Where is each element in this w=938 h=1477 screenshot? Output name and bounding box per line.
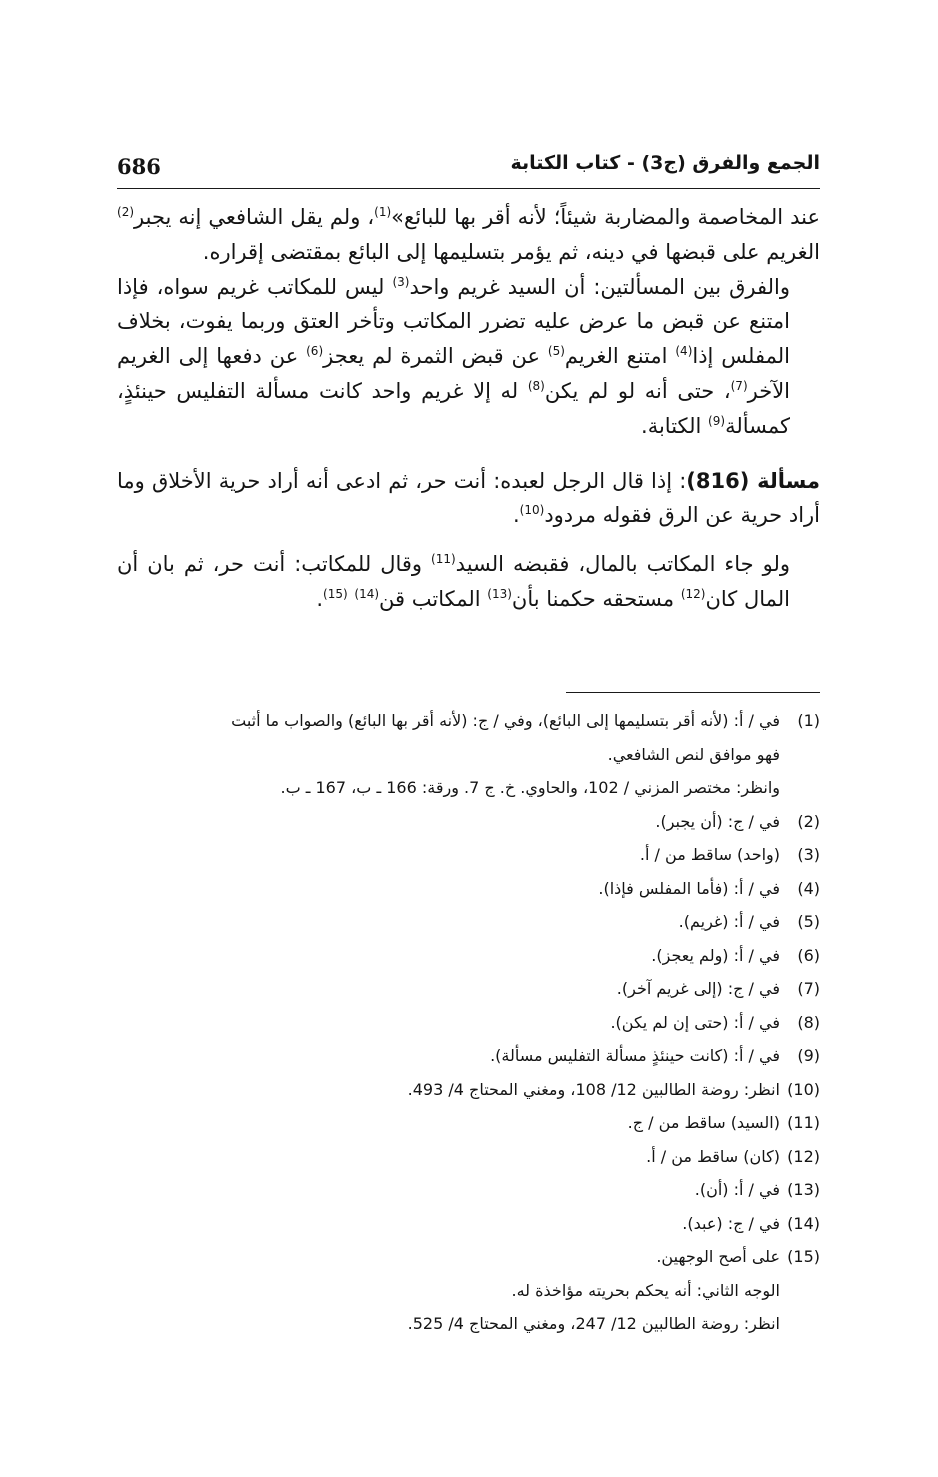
footnote: [117, 838, 820, 872]
footnote: [117, 1173, 820, 1207]
footnote: [117, 972, 820, 1006]
footnote-text: في / أ: (لأنه أقر بتسليمها إلى البائع)، وفي / ج: (لأنه أقر بها البائع) والصواب ما أثبت: [231, 711, 780, 730]
footnote-ref: (12): [680, 586, 706, 601]
footnote-number: (3): [797, 845, 820, 864]
footnote-number: (12): [787, 1146, 820, 1166]
footnote: [117, 1106, 820, 1140]
footnote-ref: (7): [730, 378, 748, 393]
paragraph-4: ولو جاء المكاتب بالمال، فقبضه السيد$^{(11)}$ وقال للمكاتب: أنت حر، ثم بان أن المال كان$^{(12)}$ مستحقه حكمنا بأن$^{(13)}$ المكاتب قن$^{(14)}$ $^{(15)}$.: [117, 552, 790, 611]
footnote-text: انظر: روضة الطالبين 12/ 247، ومغني المحتاج 4/ 525.: [407, 1314, 780, 1333]
footnote-number: (4): [797, 878, 820, 898]
footnote: [117, 939, 820, 973]
issue-label: مسألة (816): [686, 468, 820, 493]
page-header: [117, 152, 820, 186]
footnote-text: على أصح الوجهين.: [656, 1247, 780, 1266]
footnote-number: (5): [797, 912, 820, 931]
footnote-number: (1): [797, 711, 820, 730]
footnote: [117, 1006, 820, 1040]
footnote-ref: (11): [431, 552, 456, 567]
footnote-number: (13): [787, 1180, 820, 1199]
footnote-ref: (6): [306, 344, 324, 359]
issue-816-paragraph: مسألة (816): إذا قال الرجل لعبده: أنت حر، ثم ادعى أنه أراد حرية الأخلاق وما أراد حرية عن الرق فقوله مردود$^{(10)}$.: [117, 468, 820, 528]
paragraph-1: عند المخاصمة والمضاربة شيئاً؛ لأنه أقر بها للبائع»$^{(1)}$، ولم يقل الشافعي إنه يجبر$^{(2)}$ الغريم على قبضها في دينه، ثم يؤمر بتسليمها إلى البائع بمقتضى إقراره.: [117, 205, 820, 264]
footnote-rule: [566, 692, 820, 693]
footnote: [117, 1207, 820, 1241]
footnote-number: (6): [797, 945, 820, 965]
footnote-ref: (2): [117, 205, 135, 219]
footnote-number: (9): [797, 1046, 820, 1065]
footnote-text: في / أ: (ولم يعجز).: [651, 945, 780, 965]
footnote-number: (10): [787, 1079, 820, 1099]
footnote: [117, 1140, 820, 1174]
footnote: [117, 1240, 820, 1341]
footnotes: [117, 704, 820, 1341]
footnote-ref: (14): [354, 586, 380, 601]
footnote: [117, 1073, 820, 1107]
footnote-ref: (4): [675, 344, 693, 359]
footnote-number: (15): [787, 1247, 820, 1266]
footnote-text: الوجه الثاني: أنه يحكم بحريته مؤاخذة له.: [511, 1280, 780, 1300]
footnote-number: (14): [787, 1213, 820, 1233]
footnote-text: انظر: روضة الطالبين 12/ 108، ومغني المحتاج 4/ 493.: [407, 1079, 780, 1099]
footnote-number: (7): [797, 979, 820, 998]
footnote-text: في / أ: (غريم).: [678, 912, 780, 931]
footnote-text: في / أ: (كانت حينئذٍ مسألة التفليس مسألة).: [490, 1046, 780, 1065]
footnote-number: (2): [797, 811, 820, 831]
footnote: [117, 905, 820, 939]
footnote-ref: (5): [547, 344, 565, 359]
footnote-text: وانظر: مختصر المزني / 102، والحاوي. خ. ج 7. ورقة: 166 ـ ب، 167 ـ ب.: [280, 778, 780, 797]
footnote-ref: (9): [708, 413, 726, 428]
footnote: [117, 872, 820, 906]
footnote-text: في / أ: (فأما المفلس فإذا).: [598, 878, 780, 898]
footnote-ref: (1): [374, 205, 392, 219]
footnote-text: في / ج: (أن يجبر).: [655, 811, 780, 831]
running-title: الجمع والفرق (ج3) - كتاب الكتابة: [510, 152, 820, 174]
footnote-text: في / أ: (حتى إن لم يكن).: [610, 1012, 780, 1032]
footnote: [117, 704, 820, 805]
footnote-number: (11): [787, 1113, 820, 1132]
footnote-text: في / ج: (عبد).: [682, 1213, 780, 1233]
page-number: 686: [117, 154, 161, 179]
footnote-text: فهو موافق لنص الشافعي.: [607, 744, 780, 764]
footnote-text: في / ج: (إلى غريم آخر).: [616, 979, 780, 998]
footnote-ref: (13): [487, 586, 512, 601]
footnote-ref: (3): [392, 274, 410, 289]
footnote-text: (واحد) ساقط من / أ.: [639, 845, 780, 864]
footnote-text: في / أ: (أن).: [694, 1180, 780, 1199]
body-text: [117, 200, 820, 617]
footnote-ref: (15): [323, 586, 348, 601]
footnote-ref: (8): [527, 378, 545, 393]
paragraph-2: والفرق بين المسألتين: أن السيد غريم واحد$^{(3)}$ ليس للمكاتب غريم سواه، فإذا امتنع عن قبض ما عرض عليه تضرر المكاتب وتأخر العتق وربما يفوت، بخلاف المفلس إذا$^{(4)}$ امتنع الغريم$^{(5)}$ عن قبض الثمرة لم يعجز$^{(6)}$ عن دفعها إلى الغريم الآخر$^{(7)}$، حتى أنه لو لم يكن$^{(8)}$ له إلا غريم واحد كانت مسألة التفليس حينئذٍ، كمسألة$^{(9)}$ الكتابة.: [117, 274, 791, 438]
footnote-ref: (10): [519, 503, 545, 518]
footnote-text: (السيد) ساقط من / ج.: [627, 1113, 780, 1132]
footnote-text: (كان) ساقط من / أ.: [646, 1146, 780, 1166]
footnote: [117, 805, 820, 839]
footnote: [117, 1039, 820, 1073]
footnote-number: (8): [797, 1012, 820, 1032]
header-rule: [117, 188, 820, 189]
